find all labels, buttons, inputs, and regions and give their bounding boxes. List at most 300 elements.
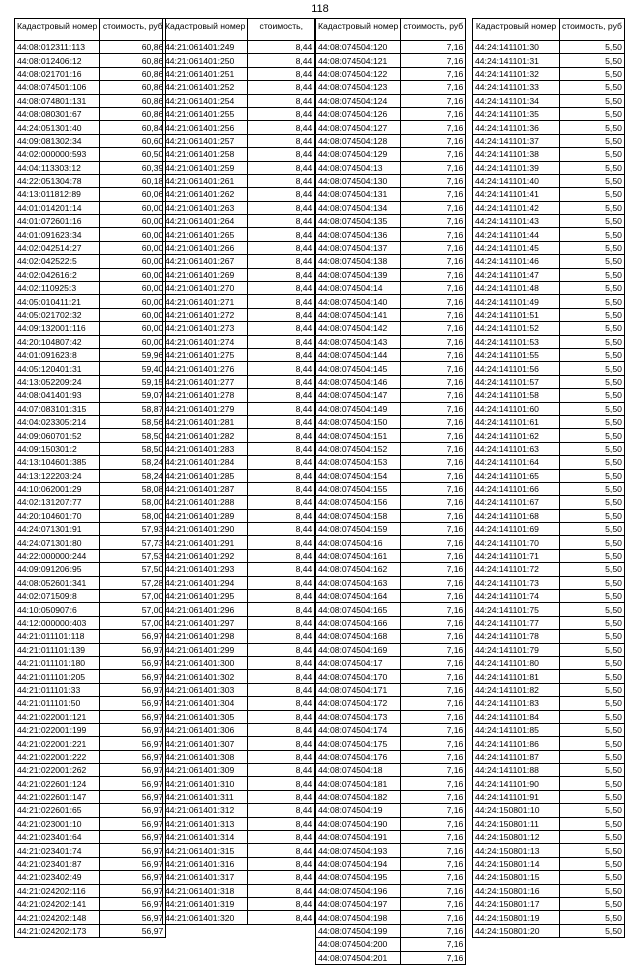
cadastral-number-cell: 44:21:061401:273 <box>163 322 248 335</box>
table-row <box>316 911 466 924</box>
cadastral-number-cell: 44:08:074504:155 <box>316 482 401 495</box>
cost-cell: 8,44 <box>248 683 315 696</box>
table-row <box>15 576 166 589</box>
table-row <box>15 549 166 562</box>
cadastral-number-cell: 44:21:023401:87 <box>15 857 100 870</box>
table-row <box>163 616 315 629</box>
cadastral-number-cell: 44:21:061401:308 <box>163 750 248 763</box>
cadastral-number-cell: 44:22:000000:244 <box>15 549 100 562</box>
cost-cell: 8,44 <box>248 844 315 857</box>
cadastral-number-cell: 44:08:074504:124 <box>316 94 401 107</box>
table-row <box>163 723 315 736</box>
cost-cell: 60,06 <box>100 188 166 201</box>
cadastral-number-cell: 44:08:074504:191 <box>316 831 401 844</box>
cadastral-number-cell: 44:21:023402:49 <box>15 871 100 884</box>
table-row <box>163 790 315 803</box>
cadastral-number-cell: 44:21:011101:118 <box>15 630 100 643</box>
cost-cell: 5,50 <box>560 764 625 777</box>
cadastral-number-cell: 44:08:074504:128 <box>316 134 401 147</box>
table-row <box>473 523 625 536</box>
table-row <box>316 41 466 54</box>
table-row <box>15 362 166 375</box>
cost-cell: 5,50 <box>560 415 625 428</box>
cadastral-number-cell: 44:24:150801:17 <box>473 898 560 911</box>
table-row <box>473 67 625 80</box>
table-row <box>473 590 625 603</box>
cost-cell: 8,44 <box>248 496 315 509</box>
table-row <box>473 549 625 562</box>
table-row <box>15 67 166 80</box>
cost-cell: 8,44 <box>248 41 315 54</box>
cost-cell: 8,44 <box>248 697 315 710</box>
cost-cell: 56,97 <box>100 884 166 897</box>
cadastral-number-cell: 44:21:011101:180 <box>15 656 100 669</box>
table-row <box>316 94 466 107</box>
cadastral-number-cell: 44:24:150801:11 <box>473 817 560 830</box>
cadastral-number-cell: 44:08:074504:136 <box>316 228 401 241</box>
cost-cell: 8,44 <box>248 804 315 817</box>
column-header-cost: стоимость, руб <box>560 19 625 41</box>
cost-cell: 7,16 <box>401 804 466 817</box>
cost-cell: 5,50 <box>560 41 625 54</box>
cadastral-number-cell: 44:24:141101:90 <box>473 777 560 790</box>
cadastral-number-cell: 44:24:141101:70 <box>473 536 560 549</box>
cadastral-number-cell: 44:21:061401:252 <box>163 81 248 94</box>
cadastral-number-cell: 44:24:141101:31 <box>473 54 560 67</box>
table-row <box>473 161 625 174</box>
cost-cell: 60,00 <box>100 241 166 254</box>
table-row <box>15 509 166 522</box>
table-row <box>163 509 315 522</box>
table-row <box>15 255 166 268</box>
table-row <box>316 161 466 174</box>
cost-cell: 8,44 <box>248 241 315 254</box>
cost-cell: 7,16 <box>401 938 466 951</box>
table-row <box>163 456 315 469</box>
cost-cell: 59,40 <box>100 362 166 375</box>
cadastral-number-cell: 44:22:051304:78 <box>15 174 100 187</box>
cadastral-number-cell: 44:08:074504:126 <box>316 107 401 120</box>
table-row <box>473 456 625 469</box>
cost-cell: 56,97 <box>100 764 166 777</box>
table-row <box>163 670 315 683</box>
cadastral-number-cell: 44:08:074504:169 <box>316 643 401 656</box>
cost-cell: 7,16 <box>401 375 466 388</box>
cadastral-number-cell: 44:21:061401:284 <box>163 456 248 469</box>
cost-cell: 8,44 <box>248 375 315 388</box>
cost-cell: 8,44 <box>248 282 315 295</box>
cost-cell: 58,50 <box>100 442 166 455</box>
table-row <box>316 255 466 268</box>
cost-cell: 7,16 <box>401 723 466 736</box>
cost-cell: 58,24 <box>100 456 166 469</box>
cadastral-number-cell: 44:20:104807:42 <box>15 335 100 348</box>
cadastral-number-cell: 44:08:074504:123 <box>316 81 401 94</box>
cadastral-number-cell: 44:21:061401:319 <box>163 898 248 911</box>
cadastral-number-cell: 44:08:074504:139 <box>316 268 401 281</box>
cadastral-number-cell: 44:08:074504:140 <box>316 295 401 308</box>
cost-cell: 5,50 <box>560 670 625 683</box>
table-row <box>15 389 166 402</box>
cadastral-number-cell: 44:21:022601:124 <box>15 777 100 790</box>
cadastral-number-cell: 44:24:071301:91 <box>15 523 100 536</box>
table-row <box>15 482 166 495</box>
table-row <box>15 683 166 696</box>
table-row <box>316 188 466 201</box>
table-row <box>473 509 625 522</box>
cadastral-number-cell: 44:21:061401:261 <box>163 174 248 187</box>
cadastral-number-cell: 44:24:141101:57 <box>473 375 560 388</box>
cadastral-number-cell: 44:24:141101:41 <box>473 188 560 201</box>
cost-cell: 58,08 <box>100 482 166 495</box>
table-row <box>15 884 166 897</box>
cost-cell: 7,16 <box>401 790 466 803</box>
cost-cell: 8,44 <box>248 898 315 911</box>
table-row <box>163 643 315 656</box>
cost-cell: 7,16 <box>401 656 466 669</box>
table-row <box>15 322 166 335</box>
table-row <box>316 898 466 911</box>
cost-cell: 60,00 <box>100 322 166 335</box>
cost-cell: 5,50 <box>560 924 625 937</box>
cadastral-number-cell: 44:08:074504:174 <box>316 723 401 736</box>
cost-cell: 56,97 <box>100 656 166 669</box>
cadastral-number-cell: 44:21:061401:318 <box>163 884 248 897</box>
table-row <box>316 496 466 509</box>
cadastral-number-cell: 44:21:061401:249 <box>163 41 248 54</box>
cadastral-number-cell: 44:24:141101:74 <box>473 590 560 603</box>
cadastral-number-cell: 44:08:074504:170 <box>316 670 401 683</box>
cost-cell: 5,50 <box>560 348 625 361</box>
table-row <box>473 402 625 415</box>
cadastral-number-cell: 44:21:061401:317 <box>163 871 248 884</box>
cadastral-number-cell: 44:24:141101:86 <box>473 737 560 750</box>
table-row <box>316 804 466 817</box>
cadastral-number-cell: 44:21:061401:250 <box>163 54 248 67</box>
cadastral-number-cell: 44:24:141101:82 <box>473 683 560 696</box>
table-row <box>163 898 315 911</box>
table-row <box>473 308 625 321</box>
table-row <box>15 41 166 54</box>
cadastral-number-cell: 44:08:074504:164 <box>316 590 401 603</box>
cost-cell: 8,44 <box>248 737 315 750</box>
cost-cell: 5,50 <box>560 509 625 522</box>
cadastral-number-cell: 44:08:080301:67 <box>15 107 100 120</box>
table-row <box>316 817 466 830</box>
table-row <box>15 282 166 295</box>
cadastral-number-cell: 44:24:141101:83 <box>473 697 560 710</box>
cadastral-number-cell: 44:09:132001:116 <box>15 322 100 335</box>
cadastral-number-cell: 44:24:141101:36 <box>473 121 560 134</box>
cost-cell: 8,44 <box>248 201 315 214</box>
table-row <box>473 415 625 428</box>
cost-cell: 5,50 <box>560 54 625 67</box>
table-row <box>15 429 166 442</box>
cadastral-number-cell: 44:02:071509:8 <box>15 590 100 603</box>
table-row <box>473 777 625 790</box>
cost-cell: 8,44 <box>248 469 315 482</box>
cadastral-number-cell: 44:21:061401:258 <box>163 148 248 161</box>
cost-cell: 5,50 <box>560 174 625 187</box>
cadastral-number-cell: 44:21:061401:285 <box>163 469 248 482</box>
table-row <box>15 308 166 321</box>
cost-cell: 7,16 <box>401 523 466 536</box>
table-row <box>473 107 625 120</box>
cost-cell: 5,50 <box>560 523 625 536</box>
cadastral-number-cell: 44:21:061401:276 <box>163 362 248 375</box>
cost-cell: 56,97 <box>100 777 166 790</box>
cadastral-number-cell: 44:08:074504:161 <box>316 549 401 562</box>
cadastral-number-cell: 44:21:061401:270 <box>163 282 248 295</box>
cadastral-number-cell: 44:21:061401:305 <box>163 710 248 723</box>
cost-cell: 58,50 <box>100 429 166 442</box>
table-row <box>163 804 315 817</box>
cadastral-number-cell: 44:21:061401:310 <box>163 777 248 790</box>
table-row <box>163 777 315 790</box>
cost-cell: 7,16 <box>401 590 466 603</box>
cost-cell: 8,44 <box>248 723 315 736</box>
cost-cell: 60,84 <box>100 121 166 134</box>
cadastral-number-cell: 44:21:061401:312 <box>163 804 248 817</box>
cost-cell: 7,16 <box>401 442 466 455</box>
cost-cell: 7,16 <box>401 348 466 361</box>
cadastral-number-cell: 44:08:074504:201 <box>316 951 401 964</box>
cadastral-number-cell: 44:21:061401:254 <box>163 94 248 107</box>
table-row <box>316 871 466 884</box>
cadastral-number-cell: 44:21:061401:296 <box>163 603 248 616</box>
cost-cell: 7,16 <box>401 482 466 495</box>
cost-cell: 8,44 <box>248 268 315 281</box>
table-row <box>316 670 466 683</box>
cost-cell: 7,16 <box>401 174 466 187</box>
cadastral-number-cell: 44:24:150801:13 <box>473 844 560 857</box>
cadastral-number-cell: 44:21:061401:277 <box>163 375 248 388</box>
cadastral-number-cell: 44:21:061401:279 <box>163 402 248 415</box>
cadastral-number-cell: 44:08:074504:197 <box>316 898 401 911</box>
cost-cell: 8,44 <box>248 536 315 549</box>
cost-cell: 8,44 <box>248 335 315 348</box>
table-row <box>163 656 315 669</box>
cost-cell: 8,44 <box>248 81 315 94</box>
cost-cell: 60,18 <box>100 174 166 187</box>
table-row <box>473 94 625 107</box>
cadastral-number-cell: 44:24:141101:43 <box>473 215 560 228</box>
cadastral-number-cell: 44:21:061401:316 <box>163 857 248 870</box>
cost-cell: 5,50 <box>560 456 625 469</box>
cadastral-number-cell: 44:24:141101:58 <box>473 389 560 402</box>
cadastral-number-cell: 44:24:141101:84 <box>473 710 560 723</box>
cost-cell: 7,16 <box>401 576 466 589</box>
cost-cell: 5,50 <box>560 576 625 589</box>
cost-cell: 7,16 <box>401 616 466 629</box>
table-row <box>15 107 166 120</box>
table-row <box>473 737 625 750</box>
cadastral-number-cell: 44:21:022001:262 <box>15 764 100 777</box>
table-row <box>163 857 315 870</box>
cadastral-number-cell: 44:21:022601:147 <box>15 790 100 803</box>
table-row <box>473 282 625 295</box>
cost-cell: 56,97 <box>100 737 166 750</box>
cadastral-number-cell: 44:24:141101:46 <box>473 255 560 268</box>
cost-cell: 5,50 <box>560 148 625 161</box>
cost-cell: 7,16 <box>401 817 466 830</box>
cadastral-number-cell: 44:08:052601:341 <box>15 576 100 589</box>
cost-cell: 8,44 <box>248 656 315 669</box>
cadastral-number-cell: 44:21:061401:251 <box>163 67 248 80</box>
table-row <box>15 590 166 603</box>
cadastral-number-cell: 44:08:074504:130 <box>316 174 401 187</box>
cadastral-number-cell: 44:08:074504:193 <box>316 844 401 857</box>
table-row <box>163 81 315 94</box>
cadastral-number-cell: 44:21:061401:315 <box>163 844 248 857</box>
table-row <box>163 134 315 147</box>
cost-cell: 8,44 <box>248 389 315 402</box>
table-row <box>163 844 315 857</box>
cadastral-number-cell: 44:21:061401:278 <box>163 389 248 402</box>
cost-cell: 7,16 <box>401 737 466 750</box>
cost-cell: 7,16 <box>401 844 466 857</box>
table-row <box>473 469 625 482</box>
cost-cell: 7,16 <box>401 429 466 442</box>
table-row <box>473 536 625 549</box>
cost-cell: 8,44 <box>248 523 315 536</box>
cost-cell: 60,00 <box>100 215 166 228</box>
cadastral-number-cell: 44:24:150801:19 <box>473 911 560 924</box>
table-row <box>473 857 625 870</box>
cost-cell: 5,50 <box>560 590 625 603</box>
table-row <box>473 656 625 669</box>
table-row <box>316 884 466 897</box>
table-row <box>473 121 625 134</box>
cadastral-number-cell: 44:08:074504:154 <box>316 469 401 482</box>
table-row <box>316 362 466 375</box>
table-row <box>15 81 166 94</box>
cost-cell: 7,16 <box>401 148 466 161</box>
cadastral-number-cell: 44:21:061401:302 <box>163 670 248 683</box>
cost-cell: 56,97 <box>100 750 166 763</box>
cadastral-number-cell: 44:24:141101:53 <box>473 335 560 348</box>
cadastral-number-cell: 44:24:141101:33 <box>473 81 560 94</box>
cadastral-number-cell: 44:24:150801:16 <box>473 884 560 897</box>
cost-cell: 5,50 <box>560 322 625 335</box>
cost-cell: 8,44 <box>248 777 315 790</box>
table-row <box>316 107 466 120</box>
cost-cell: 7,16 <box>401 295 466 308</box>
cost-cell: 60,86 <box>100 67 166 80</box>
cost-cell: 57,00 <box>100 603 166 616</box>
table-row <box>15 710 166 723</box>
cost-cell: 8,44 <box>248 603 315 616</box>
cadastral-number-cell: 44:24:141101:51 <box>473 308 560 321</box>
table-row <box>163 348 315 361</box>
table-row <box>316 389 466 402</box>
table-row <box>163 268 315 281</box>
table-row <box>163 94 315 107</box>
cost-cell: 5,50 <box>560 121 625 134</box>
table-row <box>15 764 166 777</box>
table-row <box>316 442 466 455</box>
table-row <box>15 174 166 187</box>
table-row <box>15 496 166 509</box>
cadastral-number-cell: 44:04:113303:12 <box>15 161 100 174</box>
table-row <box>316 308 466 321</box>
cost-cell: 5,50 <box>560 790 625 803</box>
cadastral-number-cell: 44:08:074504:171 <box>316 683 401 696</box>
table-row <box>15 871 166 884</box>
cadastral-number-cell: 44:08:012406:12 <box>15 54 100 67</box>
cost-cell: 5,50 <box>560 228 625 241</box>
table-row <box>15 804 166 817</box>
cadastral-number-cell: 44:21:024202:116 <box>15 884 100 897</box>
cadastral-number-cell: 44:01:014201:14 <box>15 201 100 214</box>
cost-cell: 8,44 <box>248 94 315 107</box>
cadastral-number-cell: 44:24:141101:35 <box>473 107 560 120</box>
table-row <box>163 590 315 603</box>
cost-cell: 8,44 <box>248 174 315 187</box>
cadastral-number-cell: 44:21:061401:292 <box>163 549 248 562</box>
table-row <box>163 576 315 589</box>
table-row <box>316 951 466 964</box>
table-row <box>163 201 315 214</box>
cadastral-number-cell: 44:24:141101:42 <box>473 201 560 214</box>
cost-cell: 7,16 <box>401 710 466 723</box>
table-row <box>473 201 625 214</box>
cadastral-number-cell: 44:02:000000:593 <box>15 148 100 161</box>
cost-cell: 8,44 <box>248 817 315 830</box>
table-header-row <box>15 19 166 41</box>
table-row <box>473 764 625 777</box>
table-row <box>15 616 166 629</box>
cost-cell: 7,16 <box>401 764 466 777</box>
cost-cell: 5,50 <box>560 308 625 321</box>
cost-cell: 7,16 <box>401 362 466 375</box>
cost-cell: 8,44 <box>248 188 315 201</box>
cost-cell: 5,50 <box>560 94 625 107</box>
cost-cell: 7,16 <box>401 188 466 201</box>
cadastral-number-cell: 44:21:061401:314 <box>163 831 248 844</box>
cadastral-number-cell: 44:21:061401:288 <box>163 496 248 509</box>
cadastral-number-cell: 44:24:141101:80 <box>473 656 560 669</box>
cadastral-number-cell: 44:01:072601:16 <box>15 215 100 228</box>
table-row <box>163 831 315 844</box>
table-row <box>15 161 166 174</box>
cost-cell: 60,86 <box>100 94 166 107</box>
table-row <box>316 630 466 643</box>
cost-cell: 59,07 <box>100 389 166 402</box>
table-row <box>163 415 315 428</box>
cost-cell: 5,50 <box>560 844 625 857</box>
cost-cell: 5,50 <box>560 563 625 576</box>
table-row <box>163 683 315 696</box>
cadastral-number-cell: 44:24:141101:30 <box>473 41 560 54</box>
table-row <box>15 656 166 669</box>
cost-cell: 5,50 <box>560 737 625 750</box>
table-row <box>316 603 466 616</box>
table-row <box>316 549 466 562</box>
table-header-row <box>316 19 466 41</box>
table-row <box>15 523 166 536</box>
cadastral-number-cell: 44:09:060701:52 <box>15 429 100 442</box>
cost-cell: 5,50 <box>560 389 625 402</box>
table-row <box>15 188 166 201</box>
table-row <box>15 268 166 281</box>
cost-cell: 7,16 <box>401 643 466 656</box>
cost-cell: 8,44 <box>248 710 315 723</box>
cost-cell: 8,44 <box>248 348 315 361</box>
table-row <box>473 322 625 335</box>
cost-cell: 5,50 <box>560 616 625 629</box>
cost-cell: 5,50 <box>560 295 625 308</box>
